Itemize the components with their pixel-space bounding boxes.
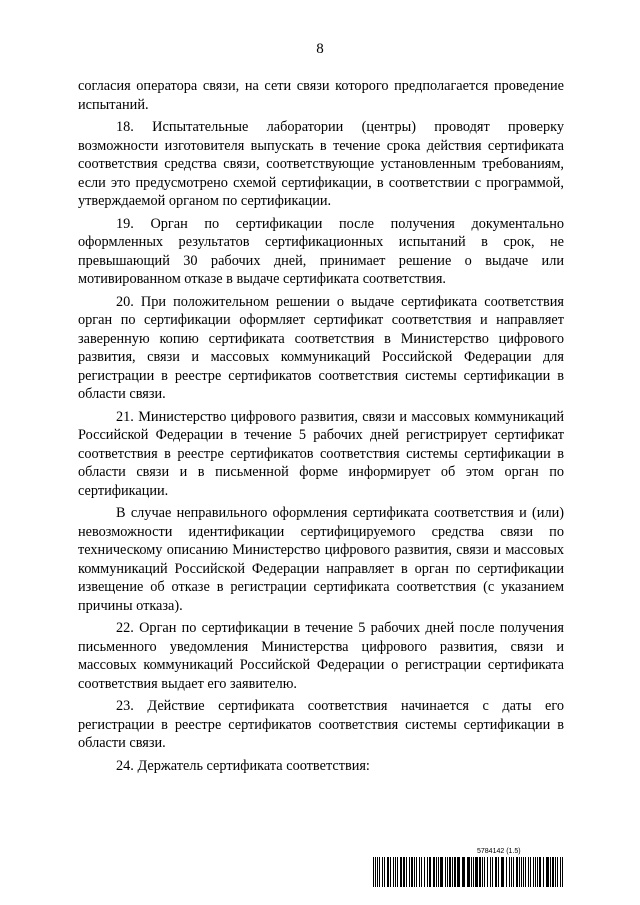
paragraph-21-refusal: В случае неправильного оформления сертификата соответствия и (или) невозможности идентификации сертифицируемого средства связи по техническому описанию Министерство цифрового развития, связи и массовых коммуникаций Российской Федерации направляет в орган по сертификации извещение об отказе в регистрации сертификата соответствия (с указанием причины отказа). xyxy=(78,505,564,614)
document-barcode xyxy=(373,848,565,888)
paragraph-22: 22. Орган по сертификации в течение 5 рабочих дней после получения письменного уведомления Министерства цифрового развития, связи и массовых коммуникаций Российской Федерации о регистрации сертификата соответствия выдает его заявителю. xyxy=(78,620,564,692)
paragraph-23: 23. Действие сертификата соответствия начинается с даты его регистрации в реестре сертификатов соответствия системы сертификации в области связи. xyxy=(78,698,564,751)
barcode-icon xyxy=(373,857,565,887)
paragraph-18: 18. Испытательные лаборатории (центры) проводят проверку возможности изготовителя выпускать в течение срока действия сертификата соответствия средства связи, соответствующие установленным требованиям, если это предусмотрено схемой сертификации, в соответствии с программой, утверждаемой органом по сертификации. xyxy=(78,119,564,209)
paragraph-continuation: согласия оператора связи, на сети связи которого предполагается проведение испытаний. xyxy=(78,78,564,113)
document-body xyxy=(78,77,564,779)
page-number: 8 xyxy=(316,41,324,57)
paragraph-21: 21. Министерство цифрового развития, связи и массовых коммуникаций Российской Федерации в течение 5 рабочих дней регистрирует сертификат соответствия в реестре сертификатов соответствия системы сертификации в области связи и в письменной форме информирует об этом орган по сертификации. xyxy=(78,408,564,499)
paragraph-19: 19. Орган по сертификации после получения документально оформленных результатов сертификационных испытаний в срок, не превышающий 30 рабочих дней, принимает решение о выдаче или мотивированном отказе в выдаче сертификата соответствия. xyxy=(78,215,564,287)
barcode-code: 5784142 (1.5) xyxy=(477,848,521,855)
paragraph-20: 20. При положительном решении о выдаче сертификата соответствия орган по сертификации оформляет сертификат соответствия и направляет заверенную копию сертификата соответствия в Министерство цифрового развития, связи и массовых коммуникаций Российской Федерации для регистрации в реестре сертификатов соответствия системы сертификации в области связи. xyxy=(78,293,564,402)
paragraph-24: 24. Держатель сертификата соответствия: xyxy=(116,757,370,774)
